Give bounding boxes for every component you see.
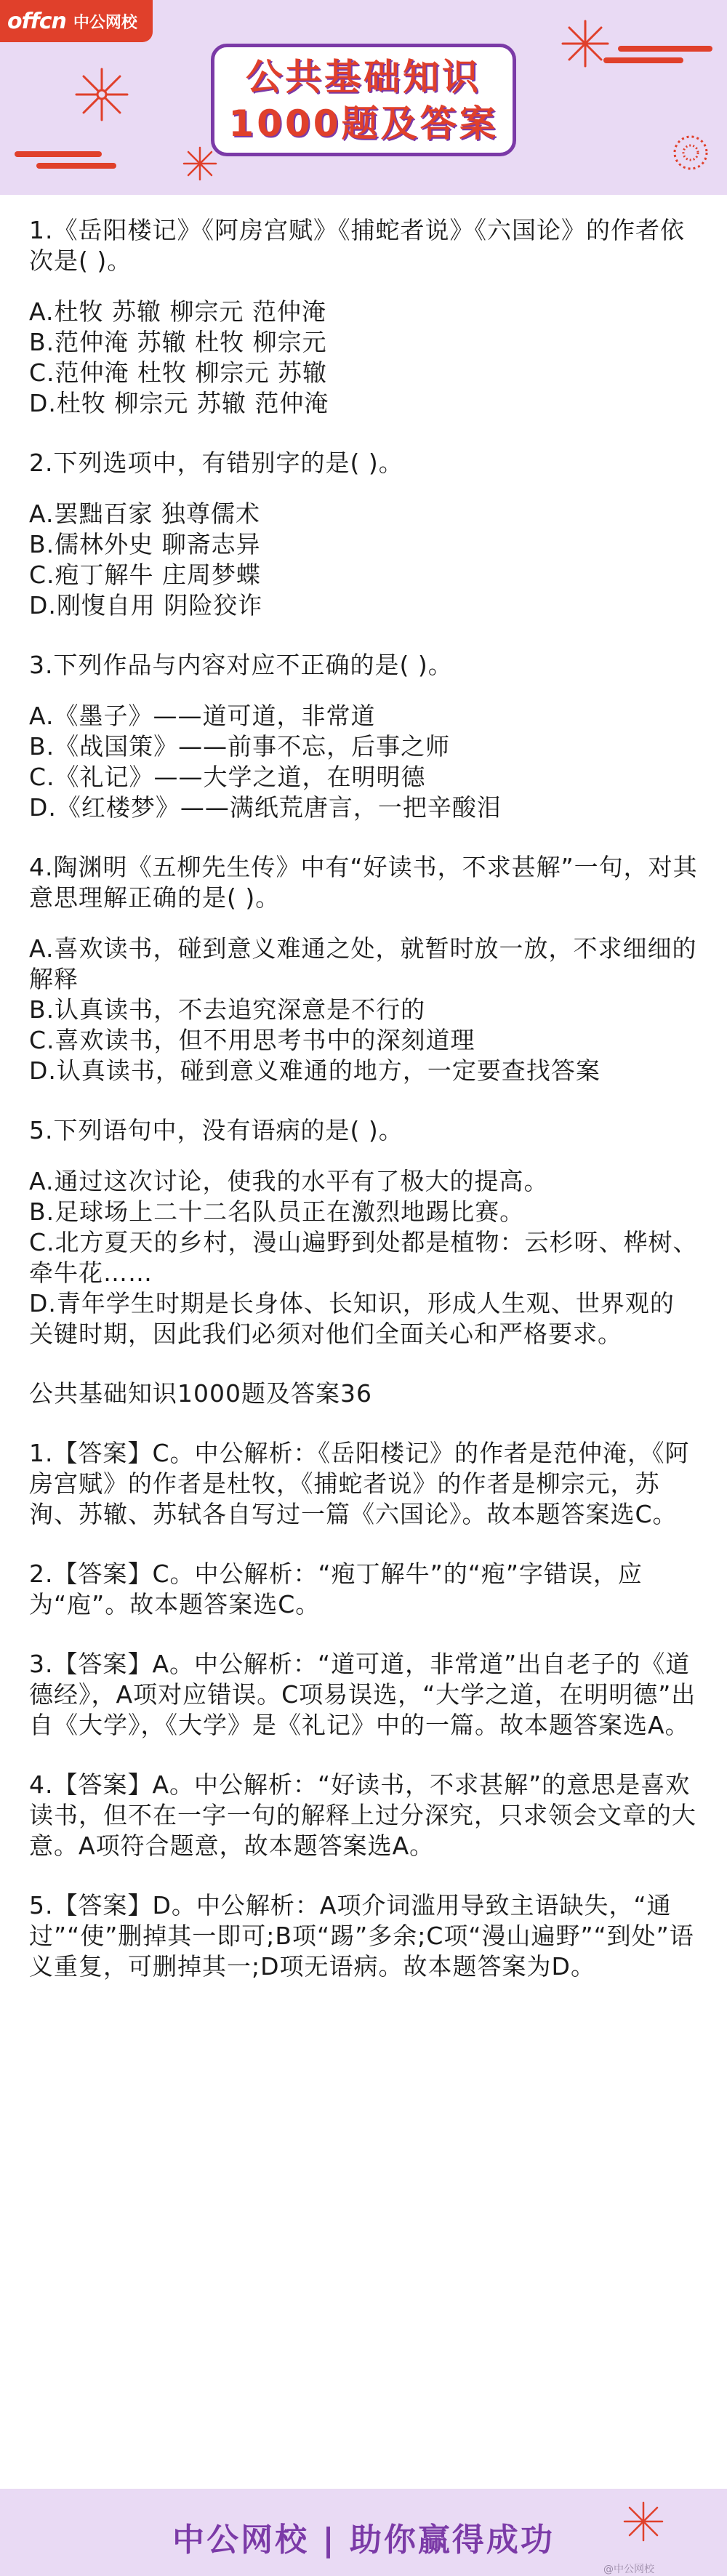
option: B.范仲淹 苏辙 杜牧 柳宗元	[29, 328, 327, 356]
question-stem: 2.下列选项中，有错别字的是( )。	[29, 449, 403, 477]
logo-mark: offcn	[7, 8, 66, 34]
option: A.罢黜百家 独尊儒术	[29, 499, 260, 528]
header	[0, 0, 727, 196]
option: C.范仲淹 杜牧 柳宗元 苏辙	[29, 358, 328, 387]
option: A.《墨子》——道可道，非常道	[29, 702, 376, 730]
ribbon-decoration	[15, 145, 116, 174]
option: A.通过这次讨论，使我的水平有了极大的提高。	[29, 1167, 549, 1195]
question-stem: 1.《岳阳楼记》《阿房宫赋》《捕蛇者说》《六国论》的作者依次是( )。	[29, 216, 685, 275]
answer-explanation: 2.【答案】C。中公解析：“疱丁解牛”的“疱”字错误，应为“庖”。故本题答案选C。	[29, 1560, 643, 1618]
answer-explanation: 4.【答案】A。中公解析：“好读书，不求甚解”的意思是喜欢读书，但不在一字一句的解释上过分深究，只求领会文章的大意。A项符合题意，故本题答案选A。	[29, 1770, 696, 1860]
title-line-2: 1000题及答案	[228, 102, 499, 145]
footer-slogan: 中公网校 | 助你赢得成功	[172, 2521, 555, 2559]
footer	[0, 2489, 727, 2576]
option: D.认真读书，碰到意义难通的地方，一定要查找答案	[29, 1056, 601, 1085]
logo-text: 中公网校	[73, 13, 137, 32]
option: C.疱丁解牛 庄周梦蝶	[29, 561, 262, 589]
title-line-1: 公共基础知识	[246, 55, 481, 98]
option: A.杜牧 苏辙 柳宗元 范仲淹	[29, 297, 326, 326]
option: A.喜欢读书，碰到意义难通之处，就暂时放一放，不求细细的解释	[29, 934, 697, 993]
content-panel	[0, 195, 727, 2489]
title-box	[211, 44, 516, 156]
option: C.《礼记》——大学之道，在明明德	[29, 763, 426, 791]
brand-logo[interactable]	[0, 0, 153, 42]
option: D.杜牧 柳宗元 苏辙 范仲淹	[29, 389, 329, 417]
option: D.青年学生时期是长身体、长知识，形成人生观、世界观的关键时期，因此我们必须对他们全面关心和严格要求。	[29, 1289, 675, 1348]
option: C.北方夏天的乡村，漫山遍野到处都是植物：云杉呀、桦树、牵牛花……	[29, 1228, 698, 1287]
firework-icon	[622, 2500, 665, 2543]
option: B.《战国策》——前事不忘，后事之师	[29, 732, 451, 761]
firework-icon	[182, 145, 218, 182]
option: B.认真读书，不去追究深意是不行的	[29, 995, 426, 1024]
option: B.足球场上二十二名队员正在激烈地踢比赛。	[29, 1197, 525, 1226]
firework-icon	[73, 65, 131, 124]
option: B.儒林外史 聊斋志异	[29, 530, 261, 558]
question-stem: 3.下列作品与内容对应不正确的是( )。	[29, 651, 453, 679]
answers-title: 公共基础知识1000题及答案36	[29, 1379, 372, 1408]
answer-explanation: 3.【答案】A。中公解析：“道可道，非常道”出自老子的《道德经》，A项对应错误。C项易误选，“大学之道，在明明德”出自《大学》，《大学》是《礼记》中的一篇。故本题答案选A。	[29, 1650, 696, 1739]
ribbon-decoration	[603, 40, 712, 69]
question-stem: 4.陶渊明《五柳先生传》中有“好读书，不求甚解”一句，对其意思理解正确的是( )。	[29, 853, 698, 912]
option: C.喜欢读书，但不用思考书中的深刻道理	[29, 1026, 475, 1054]
watermark: @中公网校	[603, 2564, 654, 2575]
option: D.刚愎自用 阴险狡诈	[29, 591, 263, 619]
question-stem: 5.下列语句中，没有语病的是( )。	[29, 1116, 403, 1144]
firework-icon	[669, 131, 712, 174]
option: D.《红楼梦》——满纸荒唐言，一把辛酸泪	[29, 793, 502, 822]
answer-explanation: 1.【答案】C。中公解析：《岳阳楼记》的作者是范仲淹，《阿房宫赋》的作者是杜牧，《捕蛇者说》的作者是柳宗元，苏洵、苏辙、苏轼各自写过一篇《六国论》。故本题答案选C。	[29, 1439, 690, 1528]
answer-explanation: 5.【答案】D。中公解析：A项介词滥用导致主语缺失，“通过”“使”删掉其一即可;B项“踢”多余;C项“漫山遍野”“到处”语义重复，可删掉其一;D项无语病。故本题答案为D。	[29, 1891, 694, 1981]
